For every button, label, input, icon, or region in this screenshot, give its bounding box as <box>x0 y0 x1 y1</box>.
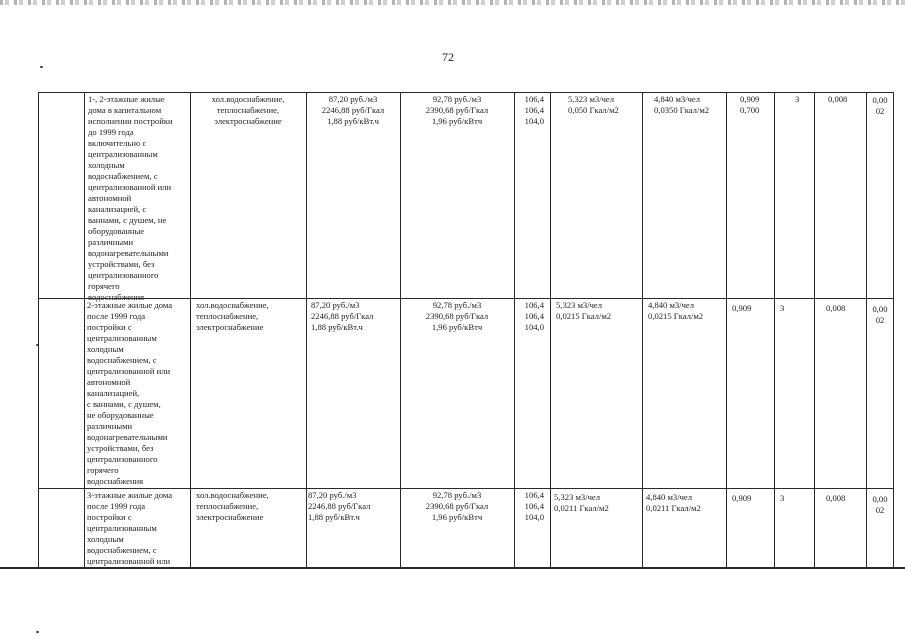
row3-n: 3 <box>780 493 785 503</box>
row2-last: 0,00 02 <box>872 304 888 325</box>
row-border <box>38 92 893 93</box>
row1-norm-b: 4,840 м3/чел 0,0350 Гкал/м2 <box>654 94 710 115</box>
row1-category: 1-, 2-этажные жилые дома в капитальном исполнении постройки до 1999 года включительно с централизованным холодным водоснабжением, с централизованной или автономной канализацией, с ваннами, с душем, не оборудованные различными водонагревательными устройствами, без централизованного горячего водоснабжения <box>88 94 173 302</box>
row3-index: 106,4 106,4 104,0 <box>524 490 544 522</box>
row3-tariff-2010: 87,20 руб./м3 2246,88 руб/Гкал 1,88 руб/кВт.ч <box>308 490 371 522</box>
col-border <box>866 92 867 568</box>
col-border <box>84 92 85 568</box>
col-border <box>893 92 894 568</box>
row3-value: 0,008 <box>826 493 846 503</box>
row1-n: 3 <box>795 94 800 104</box>
col-border <box>642 92 643 568</box>
row1-norm-a: 5,323 м3/чел 0,050 Гкал/м2 <box>568 94 619 115</box>
col-border <box>306 92 307 568</box>
row2-index: 106,4 106,4 104,0 <box>524 300 544 332</box>
col-border <box>550 92 551 568</box>
row2-category: 2-этажные жилые дома после 1999 года постройки с централизованным холодным водоснабжением, с централизованной или автономной канализацией, с ваннами, с душем, не оборудованные различными водонагревательными устройствами, без централизованного горячего водоснабжения <box>87 300 173 486</box>
col-border <box>774 92 775 568</box>
row1-coef: 0,909 0,700 <box>740 94 760 115</box>
row-border <box>38 488 893 489</box>
col-border <box>190 92 191 568</box>
row2-tariff-2011: 92,78 руб./м3 2390,68 руб/Гкал 1,96 руб/кВтч <box>425 300 489 332</box>
row3-services: хол.водоснабжение, теплоснабжение, электроснабжение <box>196 490 269 522</box>
col-border <box>814 92 815 568</box>
row1-index: 106,4 106,4 104,0 <box>524 94 544 126</box>
row3-coef: 0,909 <box>732 493 752 503</box>
row1-value: 0,008 <box>828 94 848 104</box>
row2-services: хол.водоснабжение, теплоснабжение, электроснабжение <box>196 300 269 332</box>
row3-category: 3-этажные жилые дома после 1999 года постройки с централизованным холодным водоснабжением, с централизованной или <box>87 490 173 566</box>
col-border <box>726 92 727 568</box>
row3-last: 0,00 02 <box>872 494 888 515</box>
page-cut-line <box>0 567 905 569</box>
col-border <box>38 92 39 568</box>
row3-tariff-2011: 92,78 руб./м3 2390,68 руб/Гкал 1,96 руб/кВтч <box>425 490 489 522</box>
row2-tariff-2010: 87,20 руб./м3 2246,88 руб/Гкал 1,88 руб/кВт.ч <box>311 300 374 332</box>
page-number: 72 <box>442 50 454 64</box>
row2-n: 3 <box>780 303 785 313</box>
row2-norm-b: 4,840 м3/чел 0,0215 Гкал/м2 <box>648 300 704 321</box>
row1-last: 0,00 02 <box>872 95 888 116</box>
row1-services: хол.водоснабжение, теплоснабжение, электроснабжение <box>211 94 285 126</box>
row1-tariff-2011: 92,78 руб./м3 2390,68 руб/Гкал 1,96 руб/кВтч <box>425 94 489 126</box>
row3-norm-b: 4,840 м3/чел 0,0211 Гкал/м2 <box>646 492 701 513</box>
row3-norm-a: 5,323 м3/чел 0,0211 Гкал/м2 <box>554 492 609 513</box>
row2-value: 0,008 <box>826 303 846 313</box>
row1-tariff-2010: 87,20 руб./м3 2246,88 руб/Гкал 1,88 руб/кВт.ч <box>321 94 385 126</box>
row2-coef: 0,909 <box>732 303 752 313</box>
row2-norm-a: 5,323 м3/чел 0,0215 Гкал/м2 <box>556 300 612 321</box>
